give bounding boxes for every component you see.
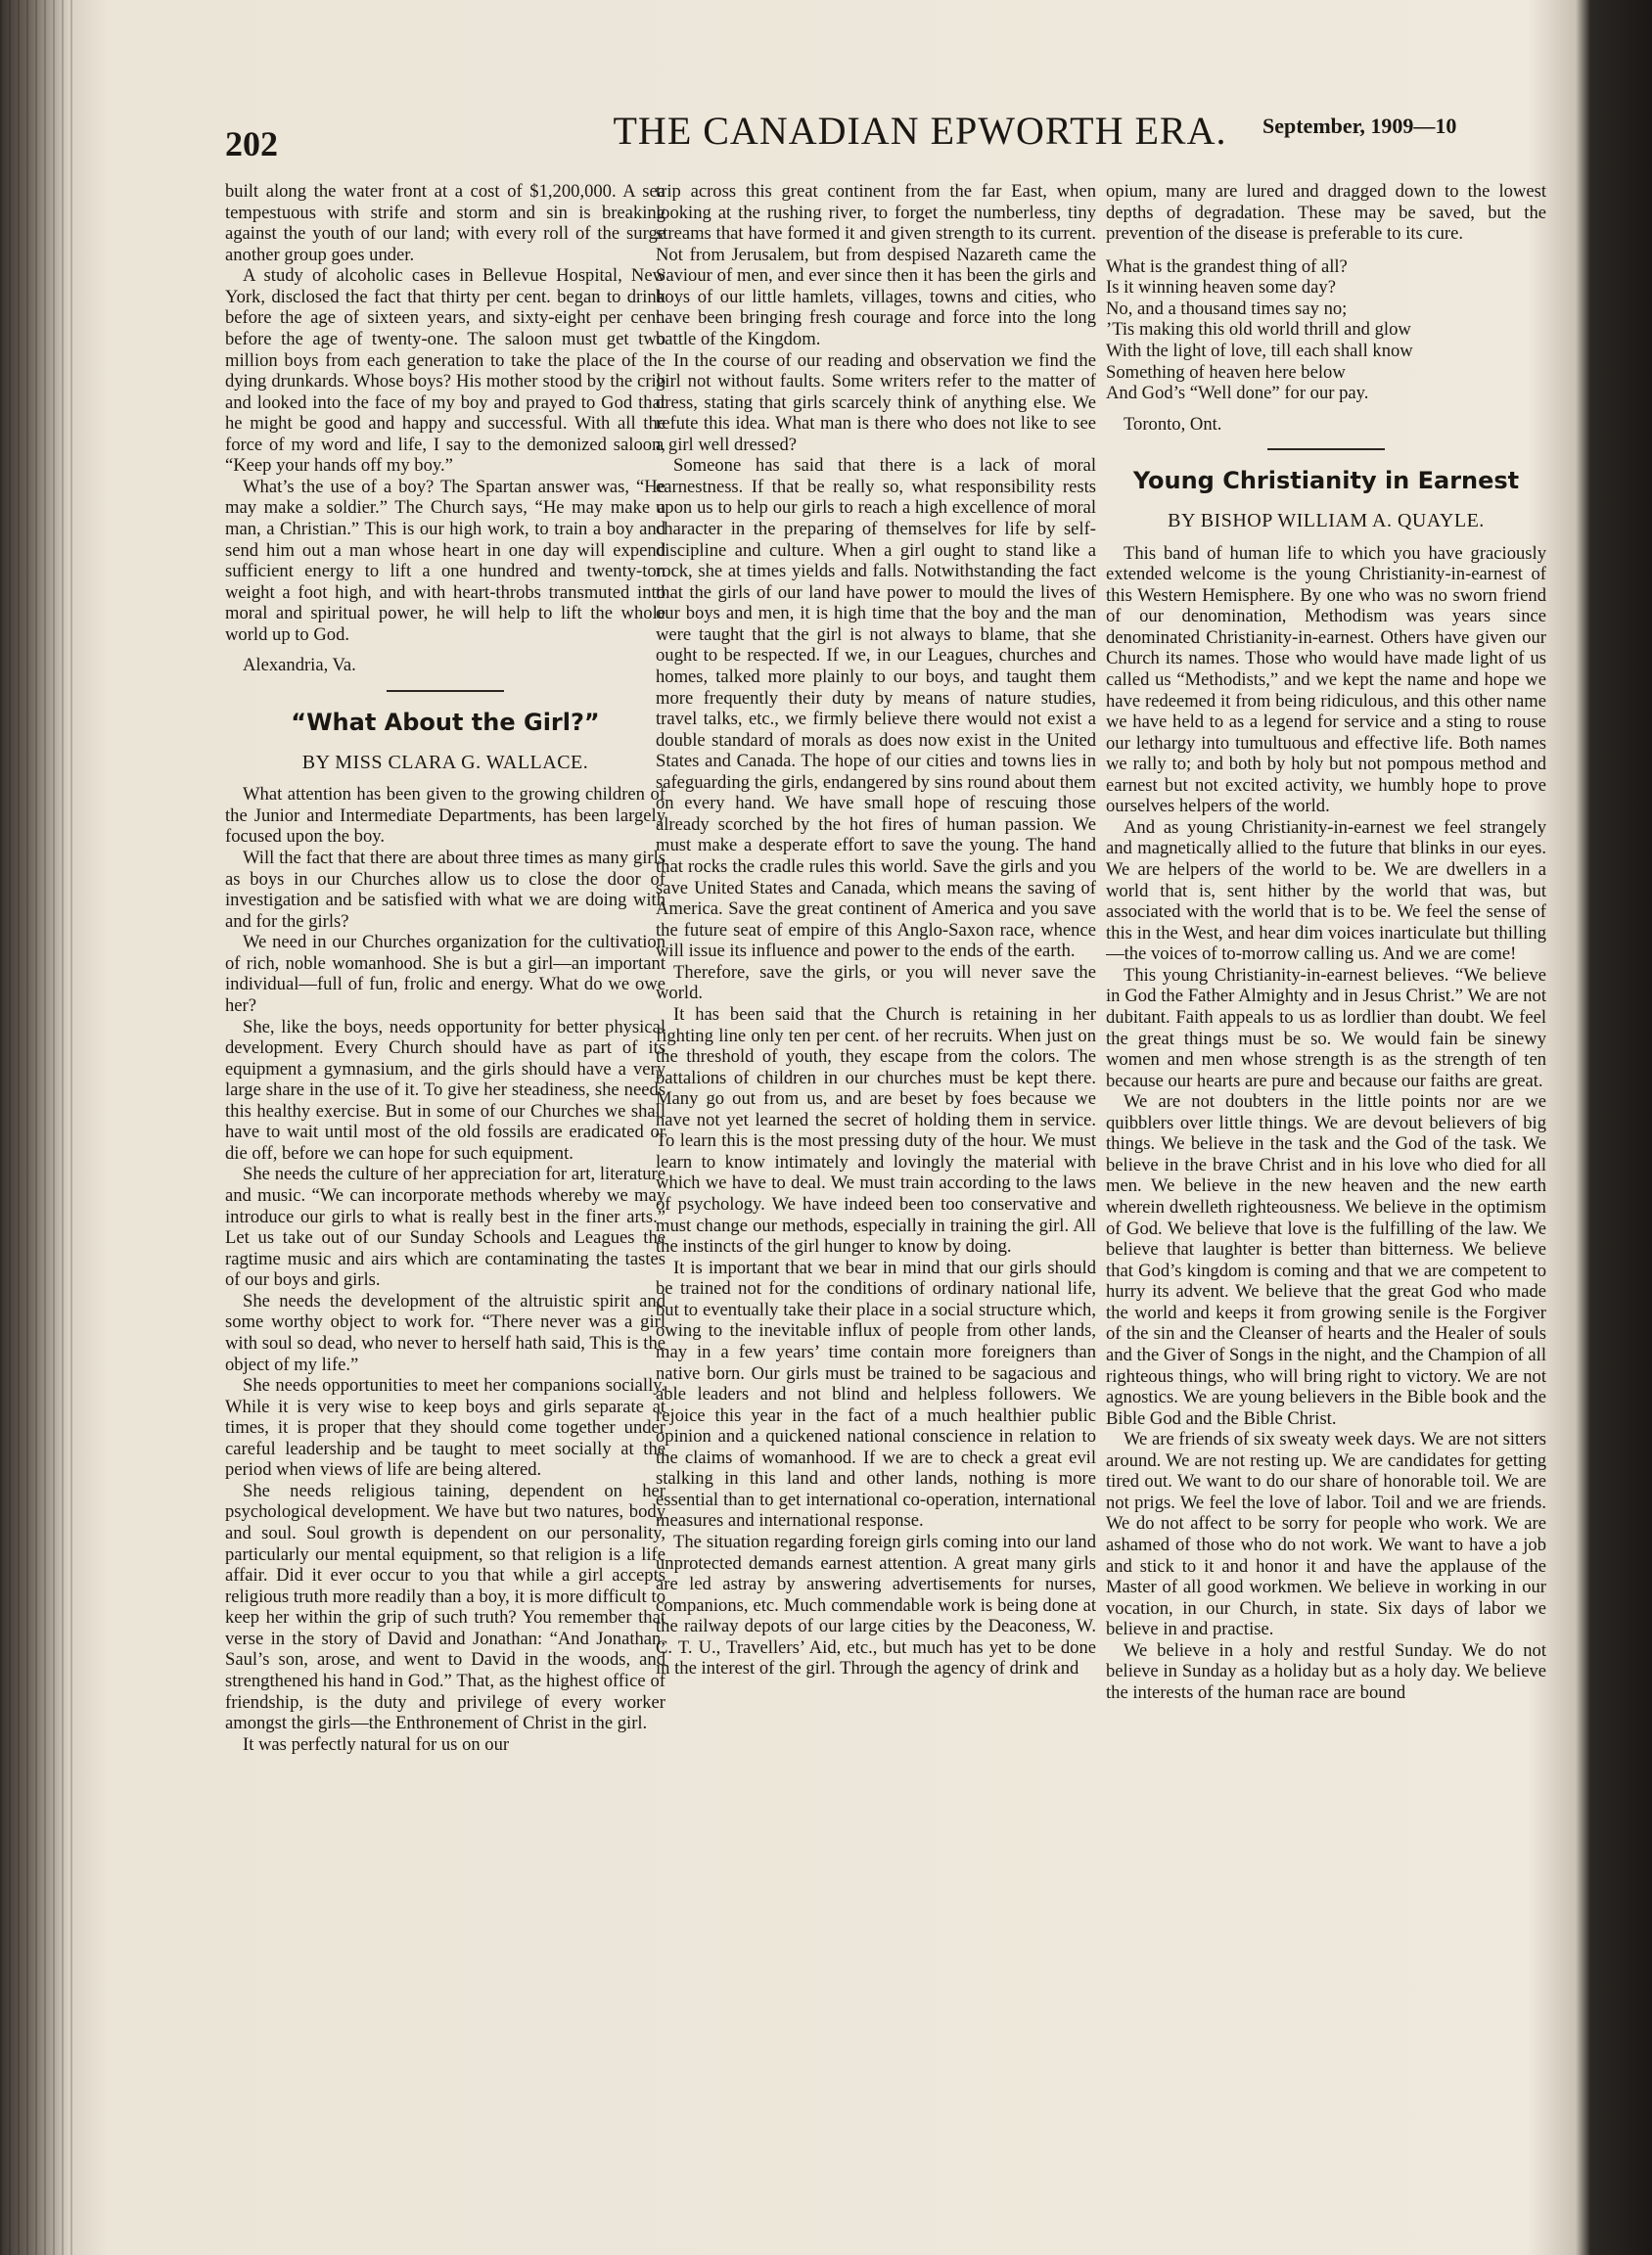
article-divider (1267, 448, 1385, 450)
poem (1106, 256, 1546, 404)
paragraph: What attention has been given to the growing children of the Junior and Intermediate Departments, has been largely focused upon the boy. (225, 784, 665, 848)
poem-line: Is it winning heaven some day? (1106, 277, 1336, 299)
paragraph: We are not doubters in the little points nor are we quibblers over little things. We are devout believers of big things. We believe in the task and the God of the task. We believe in the brave Christ and in his love who died for all men. We believe in the new heaven and the new earth wherein dwelleth righteousness. We believe in the optimism of God. We believe that love is the fulfilling of the law. We believe that laughter is better than bitterness. We believe that God’s kingdom is coming and that we are competent to hurry its advent. We believe that the great God who made the world and keeps it from growing senile is the Forgiver of the sin and the Cleanser of hearts and the Healer of souls and the Giver of Songs in the night, and the Champion of all righteous things, who will bring right to victory. We are not agnostics. We are young believers in the Bible book and the Bible God and the Bible Christ. (1106, 1091, 1546, 1429)
paragraph: opium, many are lured and dragged down to the lowest depths of degradation. These may be saved, but the prevention of the disease is preferable to its cure. (1106, 181, 1546, 245)
page-number: 202 (225, 124, 278, 163)
paragraph: It has been said that the Church is retaining in her fighting line only ten per cent. of her recruits. When just on the threshold of youth, they escape from the colors. The battalions of children in our churches must be kept there. Many go out from us, and are beset by foes because we have not yet learned the secret of holding them in service. To learn this is the most pressing duty of the hour. We must learn to know intimately and lovingly the material with which we have to deal. We must train according to the laws of psychology. We have indeed been too conservative and must change our methods, especially in training the girl. All the instincts of the girl hunger to know by doing. (656, 1003, 1096, 1258)
paragraph: Therefore, save the girls, or you will never save the world. (656, 961, 1096, 1004)
paragraph: She needs the culture of her appreciation for art, literature and music. “We can incorporate methods whereby we may introduce our girls to what is really best in the finer arts.” Let us take out of our Sunday Schools and Leagues the ragtime music and airs which are contaminating the tastes of our boys and girls. (225, 1164, 665, 1291)
magazine-page (176, 108, 1585, 2232)
paragraph: Will the fact that there are about three times as many girls as boys in our Churches allow us to close the door of investigation and be satisfied with what we are doing with and for the girls? (225, 848, 665, 932)
poem-line: And God’s “Well done” for our pay. (1106, 383, 1369, 404)
paragraph: She needs the development of the altruistic spirit and some worthy object to work for. “There never was a girl with soul so dead, who never to herself hath said, This is the object of my life.” (225, 1290, 665, 1375)
poem-line: Something of heaven here below (1106, 361, 1346, 383)
article-place: Toronto, Ont. (1124, 413, 1222, 435)
article-byline: BY MISS CLARA G. WALLACE. (301, 752, 589, 774)
paragraph: This young Christianity-in-earnest believes. “We believe in God the Father Almighty and in Jesus Christ.” We are not dubitant. Faith appeals to us as lordlier than doubt. We feel the great things must be so. We would fain be sinewy women and men whose strength is as the strength of ten because our hearts are pure and because our faiths are great. (1106, 964, 1546, 1091)
column-2 (656, 181, 1096, 2227)
magazine-title: THE CANADIAN EPWORTH ERA. (613, 109, 1227, 153)
article-title: “What About the Girl?” (291, 708, 600, 736)
paragraph: The situation regarding foreign girls coming into our land unprotected demands earnest attention. A great many girls are led astray by answering advertisements for nurses, companions, etc. Much commendable work is being done at the railway depots of our large cities by the Deaconess, W. C. T. U., Travellers’ Aid, etc., but much has yet to be done in the interest of the girl. Through the agency of drink and (656, 1532, 1096, 1680)
column-3 (1106, 181, 1546, 2227)
paragraph: This band of human life to which you have graciously extended welcome is the young Christianity-in-earnest of this Western Hemisphere. By one who was no sworn friend of our denomination, Methodism was years since denominated Christianity-in-earnest. Others have given our Church its names. Those who would have made light of us called us “Methodists,” and we kept the name and hope we have redeemed it from being ridiculous, and this other name we have held to as a legend for service and a sting to rouse our lethargy into tumultuous and effective life. Both names we rally to; and both by holy but not pompous method and earnest but not excited activity, we humbly hope to prove ourselves helpers of the world. (1106, 542, 1546, 817)
paragraph: We are friends of six sweaty week days. We are not sitters around. We are not resting up. We are candidates for getting tired out. We want to do our share of honorable toil. We are not prigs. We feel the love of labor. Toil and we are friends. We do not affect to be sorry for people who work. We are ashamed of those who do not work. We want to have a job and stick to it and honor it and have the applause of the Master of all good workmen. We believe in working in our vocation, in our Church, in state. Six days of labor we believe in and practise. (1106, 1429, 1546, 1640)
paragraph: It is important that we bear in mind that our girls should be trained not for the conditions of ordinary national life, but to eventually take their place in a social structure which, owing to the inevitable influx of people from other lands, may in a few years’ time contain more foreigners than native born. Our girls must be trained to be sagacious and able leaders and not blind and helpless followers. We rejoice this year in the fact of a much healthier public opinion and a quickened national conscience in relation to the claims of womanhood. If we are to check a great evil stalking in this land and other lands, nothing is more essential than to get international co-operation, international measures and international response. (656, 1257, 1096, 1532)
paragraph: And as young Christianity-in-earnest we feel strangely and magnetically allied to the future that blinks in our eyes. We are helpers of the world to be. We are dwellers in a world that is, sent hither by the world that was, but associated with the world that is to be. We feel the sense of this in the West, and hear dim voices inarticulate but thilling—the voices of to-morrow calling us. And we are come! (1106, 816, 1546, 965)
article-place: Alexandria, Va. (243, 655, 356, 676)
column-1 (225, 181, 665, 2227)
poem-line: No, and a thousand times say no; (1106, 298, 1348, 319)
paragraph: What’s the use of a boy? The Spartan answer was, “He may make a soldier.” The Church says, “He may make a man, a Christian.” This is our high work, to train a boy and send him out a man whose heart in one day will expend sufficient energy to lift a one hundred and twenty-ton weight a foot high, and with heart-throbs transmuted into moral and spiritual power, he will help to lift the whole world up to God. (225, 476, 665, 645)
paragraph: She, like the boys, needs opportunity for better physical development. Every Church should have as part of its equipment a gymnasium, and the girls should have a very large share in the use of it. To give her steadiness, she needs this healthy exercise. But in some of our Churches we shall have to wait until most of the old fossils are eradicated or die off, before we can hope for such equipment. (225, 1016, 665, 1164)
article-byline: BY BISHOP WILLIAM A. QUAYLE. (1168, 510, 1485, 532)
book-gutter (0, 0, 78, 2255)
poem-line: With the light of love, till each shall know (1106, 340, 1413, 361)
paragraph: In the course of our reading and observation we find the girl not without faults. Some writers refer to the matter of dress, stating that girls scarcely think of anything else. We refute this idea. What man is there who does not like to see a girl well dressed? (656, 349, 1096, 455)
paragraph: trip across this great continent from the far East, when looking at the rushing river, to forget the numberless, tiny streams that have formed it and given strength to its current. Not from Jerusalem, but from despised Nazareth came the Saviour of men, and ever since then it has been the girls and boys of our little hamlets, villages, towns and cities, who have been bringing fresh courage and force into the long battle of the Kingdom. (656, 181, 1096, 349)
issue-date: September, 1909—10 (1262, 114, 1457, 138)
poem-line: ’Tis making this old world thrill and glow (1106, 319, 1411, 341)
page-header (176, 108, 1585, 176)
paragraph: We need in our Churches organization for the cultivation of rich, noble womanhood. She is but a girl—an important individual—full of fun, frolic and energy. What do we owe her? (225, 932, 665, 1016)
paragraph: We believe in a holy and restful Sunday. We do not believe in Sunday as a holiday but as a holy day. We believe the interests of the human race are bound (1106, 1639, 1546, 1703)
paragraph: Someone has said that there is a lack of moral earnestness. If that be really so, what responsibility rests upon us to help our girls to reach a high excellence of moral character in the preparing of themselves for life by self-discipline and culture. When a girl ought to stand like a rock, she at times yields and falls. Notwithstanding the fact that the girls of our land have power to mould the lives of our boys and men, it is high time that the boy and the man were taught that the girl is not always to blame, that she ought to be respected. If we, in our Leagues, churches and homes, talked more plainly to our boys, and taught them more frequently their duty by means of nature studies, travel talks, etc., we firmly believe there would not exist a double standard of morals as does now exist in the United States and Canada. The hope of our cities and towns lies in safeguarding the girls, endangered by sins round about them on every hand. We have small hope of rescuing those already scorched by the hot fires of human passion. We must make a desperate effort to save the young. The hand that rocks the cradle rules this world. Save the girls and you save United States and Canada, which means the saving of America. Save the great continent of America and you save the future seat of empire of this Anglo-Saxon race, whence will issue its influence and power to the ends of the earth. (656, 455, 1096, 962)
paragraph: It was perfectly natural for us on our (243, 1733, 510, 1755)
article-title: Young Christianity in Earnest (1132, 467, 1520, 495)
article-divider (387, 690, 504, 692)
poem-line: What is the grandest thing of all? (1106, 255, 1348, 277)
paragraph: A study of alcoholic cases in Bellevue Hospital, New York, disclosed the fact that thirty per cent. began to drink before the age of sixteen years, and sixty-eight per cent. before the age of twenty-one. The saloon must get two million boys from each generation to take the place of the dying drunkards. Whose boys? His mother stood by the crib and looked into the face of my boy and prayed to God that he might be good and happy and successful. With all the force of my word and life, I say to the demonized saloon, “Keep your hands off my boy.” (225, 265, 665, 477)
paragraph: She needs religious taining, dependent on her psychological development. We have but two natures, body and soul. Soul growth is dependent on our personality, particularly our mental equipment, so that religion is a life affair. Did it ever occur to you that while a girl accepts religious truth more readily than a boy, it is more difficult to keep her within the grip of such truth? You remember that verse in the story of David and Jonathan: “And Jonathan, Saul’s son, arose, and went to David in the woods, and strengthened his hand in God.” That, as the highest office of friendship, is the duty and privilege of every worker amongst the girls—the Enthronement of Christ in the girl. (225, 1480, 665, 1734)
paragraph: built along the water front at a cost of $1,200,000. A sea tempestuous with strife and storm and sin is breaking against the youth of our land; with every roll of the surge another group goes under. (225, 181, 665, 265)
paragraph: She needs opportunities to meet her companions socially. While it is very wise to keep boys and girls separate at times, it is proper that they should come together under careful leadership and be taught to meet socially at the period when views of life are being altered. (225, 1375, 665, 1481)
